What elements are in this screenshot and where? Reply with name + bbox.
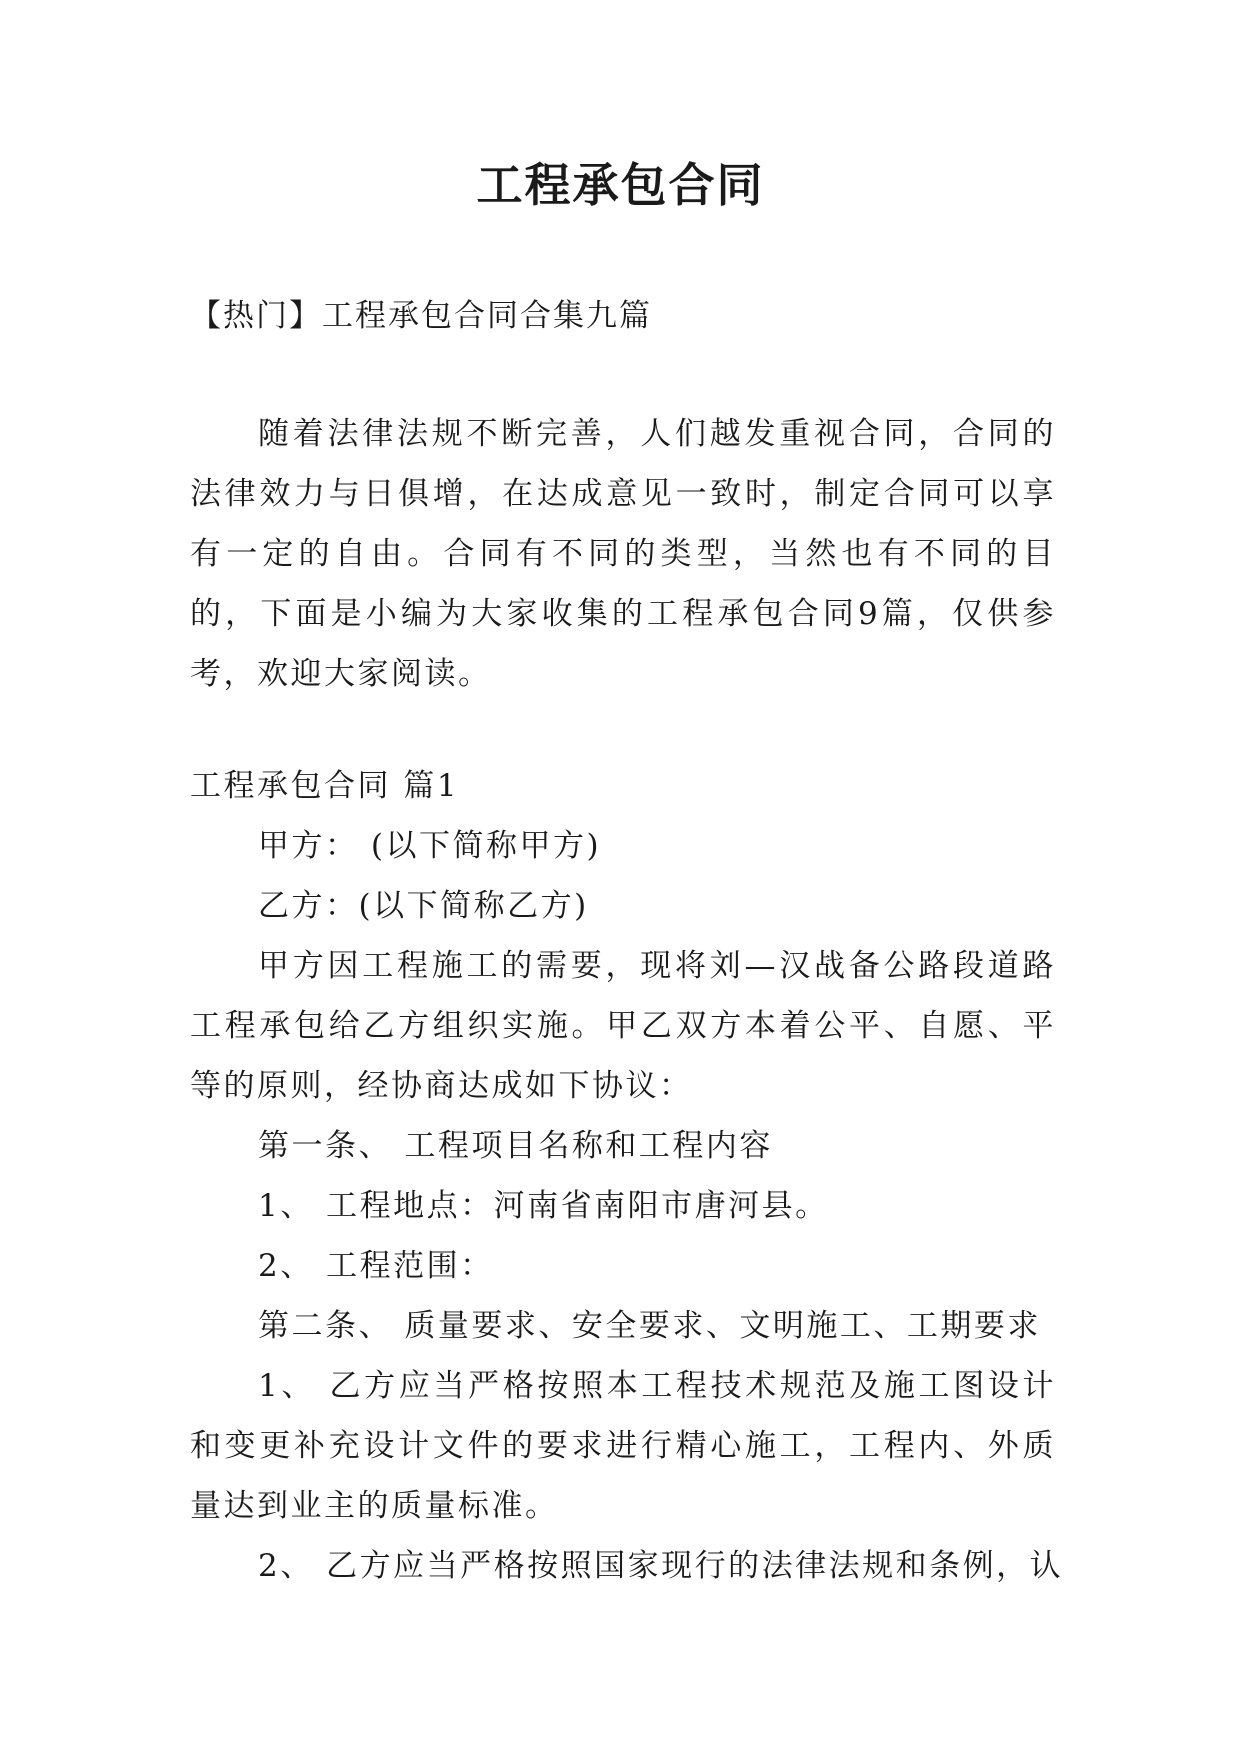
article-one-heading: 第一条、 工程项目名称和工程内容 [258, 1128, 773, 1164]
preamble-paragraph: 甲方因工程施工的需要，现将刘—汉战备公路段道路工程承包给乙方组织实施。甲乙双方本着公平、自愿、平等的原则，经协商达成如下协议： [190, 948, 1056, 1104]
contract-body [190, 756, 1064, 1596]
section-heading: 工程承包合同 篇1 [190, 768, 460, 804]
clause-location: 1、 工程地点：河南省南阳市唐河县。 [258, 1188, 829, 1224]
article-two-heading: 第二条、 质量要求、安全要求、文明施工、工期要求 [258, 1308, 1041, 1344]
clause-quality: 1、 乙方应当严格按照本工程技术规范及施工图设计和变更补充设计文件的要求进行精心施工，工程内、外质量达到业主的质量标准。 [190, 1368, 1056, 1524]
document-title: 工程承包合同 [476, 158, 765, 212]
intro-paragraph: 随着法律法规不断完善，人们越发重视合同，合同的法律效力与日俱增，在达成意见一致时，制定合同可以享有一定的自由。合同有不同的类型，当然也有不同的目的，下面是小编为大家收集的工程承包合同9篇，仅供参考，欢迎大家阅读。 [190, 416, 1056, 692]
party-b-line: 乙方：(以下简称乙方) [258, 888, 589, 924]
party-a-line: 甲方： (以下简称甲方) [258, 828, 602, 864]
clause-safety: 2、 乙方应当严格按照国家现行的法律法规和条例，认 [258, 1548, 1064, 1584]
document-subtitle: 【热门】工程承包合同合集九篇 [190, 298, 652, 334]
clause-scope: 2、 工程范围： [258, 1248, 494, 1284]
